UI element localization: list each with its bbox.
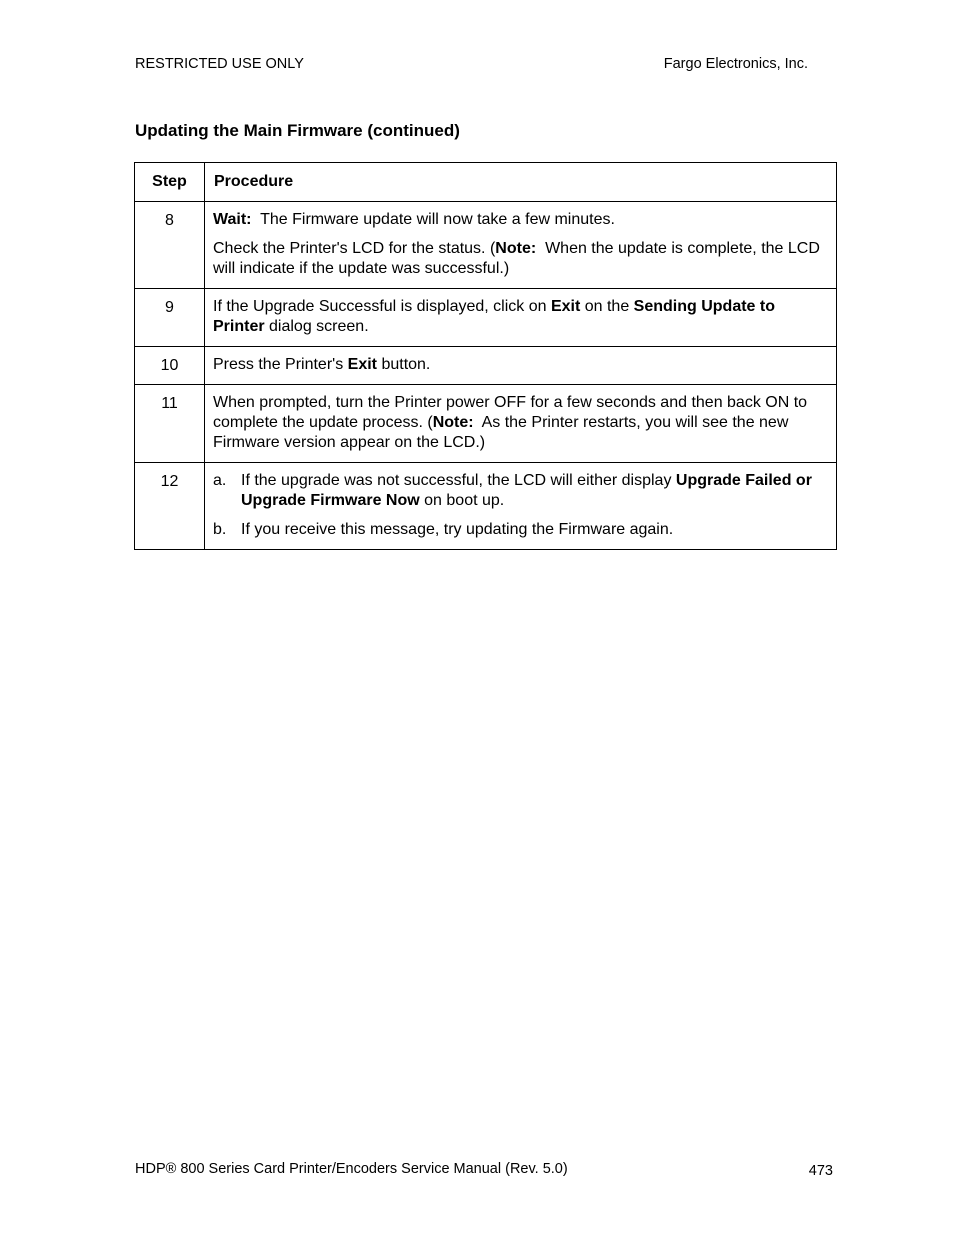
section-title: Updating the Main Firmware (continued) <box>135 121 460 140</box>
procedure-cell <box>205 463 837 550</box>
step-number: 8 <box>135 202 205 289</box>
bold-term: Note: <box>495 240 537 257</box>
bold-term: Sending Update to Printer <box>213 298 775 335</box>
procedure-text <box>213 355 827 375</box>
procedure-text <box>213 297 827 337</box>
list-item <box>213 471 827 511</box>
bold-term: Wait: <box>213 211 252 228</box>
table-row <box>135 289 837 347</box>
table-row <box>135 463 837 550</box>
text-run: When the update is complete, the LCD will indicate if the update was successful.) <box>213 240 825 277</box>
page-number: 473 <box>808 1163 833 1179</box>
text-run: If the upgrade was not successful, the LCD will either display <box>241 472 676 489</box>
text-run: dialog screen. <box>264 318 369 335</box>
table-row <box>135 347 837 385</box>
bold-term: Upgrade Failed or Upgrade Firmware Now <box>241 472 812 509</box>
procedure-text <box>213 393 827 453</box>
column-header-step: Step <box>135 163 205 202</box>
procedure-cell <box>205 347 837 385</box>
procedure-table <box>134 162 837 550</box>
procedure-cell <box>205 385 837 463</box>
step-number: 11 <box>135 385 205 463</box>
text-run: The Firmware update will now take a few minutes. <box>251 211 615 228</box>
bold-term: Exit <box>347 356 377 373</box>
column-header-procedure: Procedure <box>205 163 837 202</box>
list-item <box>213 520 827 540</box>
text-run: Check the Printer's LCD for the status. ( <box>213 240 496 257</box>
footer-manual-title: HDP® 800 Series Card Printer/Encoders Service Manual (Rev. 5.0) <box>135 1161 568 1177</box>
list-marker: b. <box>213 521 227 538</box>
table-row <box>135 385 837 463</box>
step-number: 9 <box>135 289 205 347</box>
procedure-cell <box>205 202 837 289</box>
header-company-name: Fargo Electronics, Inc. <box>663 56 808 72</box>
text-run: If you receive this message, try updating the Firmware again. <box>241 521 674 538</box>
step-number: 12 <box>135 463 205 550</box>
text-run: on boot up. <box>419 492 505 509</box>
header-restricted-notice: RESTRICTED USE ONLY <box>135 56 304 72</box>
text-run: When prompted, turn the Printer power OFF for a few seconds and then back ON to complete the update process. ( <box>213 394 808 431</box>
step-number: 10 <box>135 347 205 385</box>
procedure-text <box>213 239 827 279</box>
list-marker: a. <box>213 472 227 489</box>
table-header-row <box>135 163 837 202</box>
text-run: As the Printer restarts, you will see the new Firmware version appear on the LCD.) <box>213 414 793 451</box>
procedure-cell <box>205 289 837 347</box>
text-run: Press the Printer's <box>213 356 348 373</box>
table-row <box>135 202 837 289</box>
text-run: button. <box>377 356 431 373</box>
text-run: If the Upgrade Successful is displayed, click on <box>213 298 551 315</box>
bold-term: Exit <box>550 298 581 315</box>
text-run: on the <box>580 298 634 315</box>
procedure-text <box>213 210 827 230</box>
bold-term: Note: <box>432 414 474 431</box>
